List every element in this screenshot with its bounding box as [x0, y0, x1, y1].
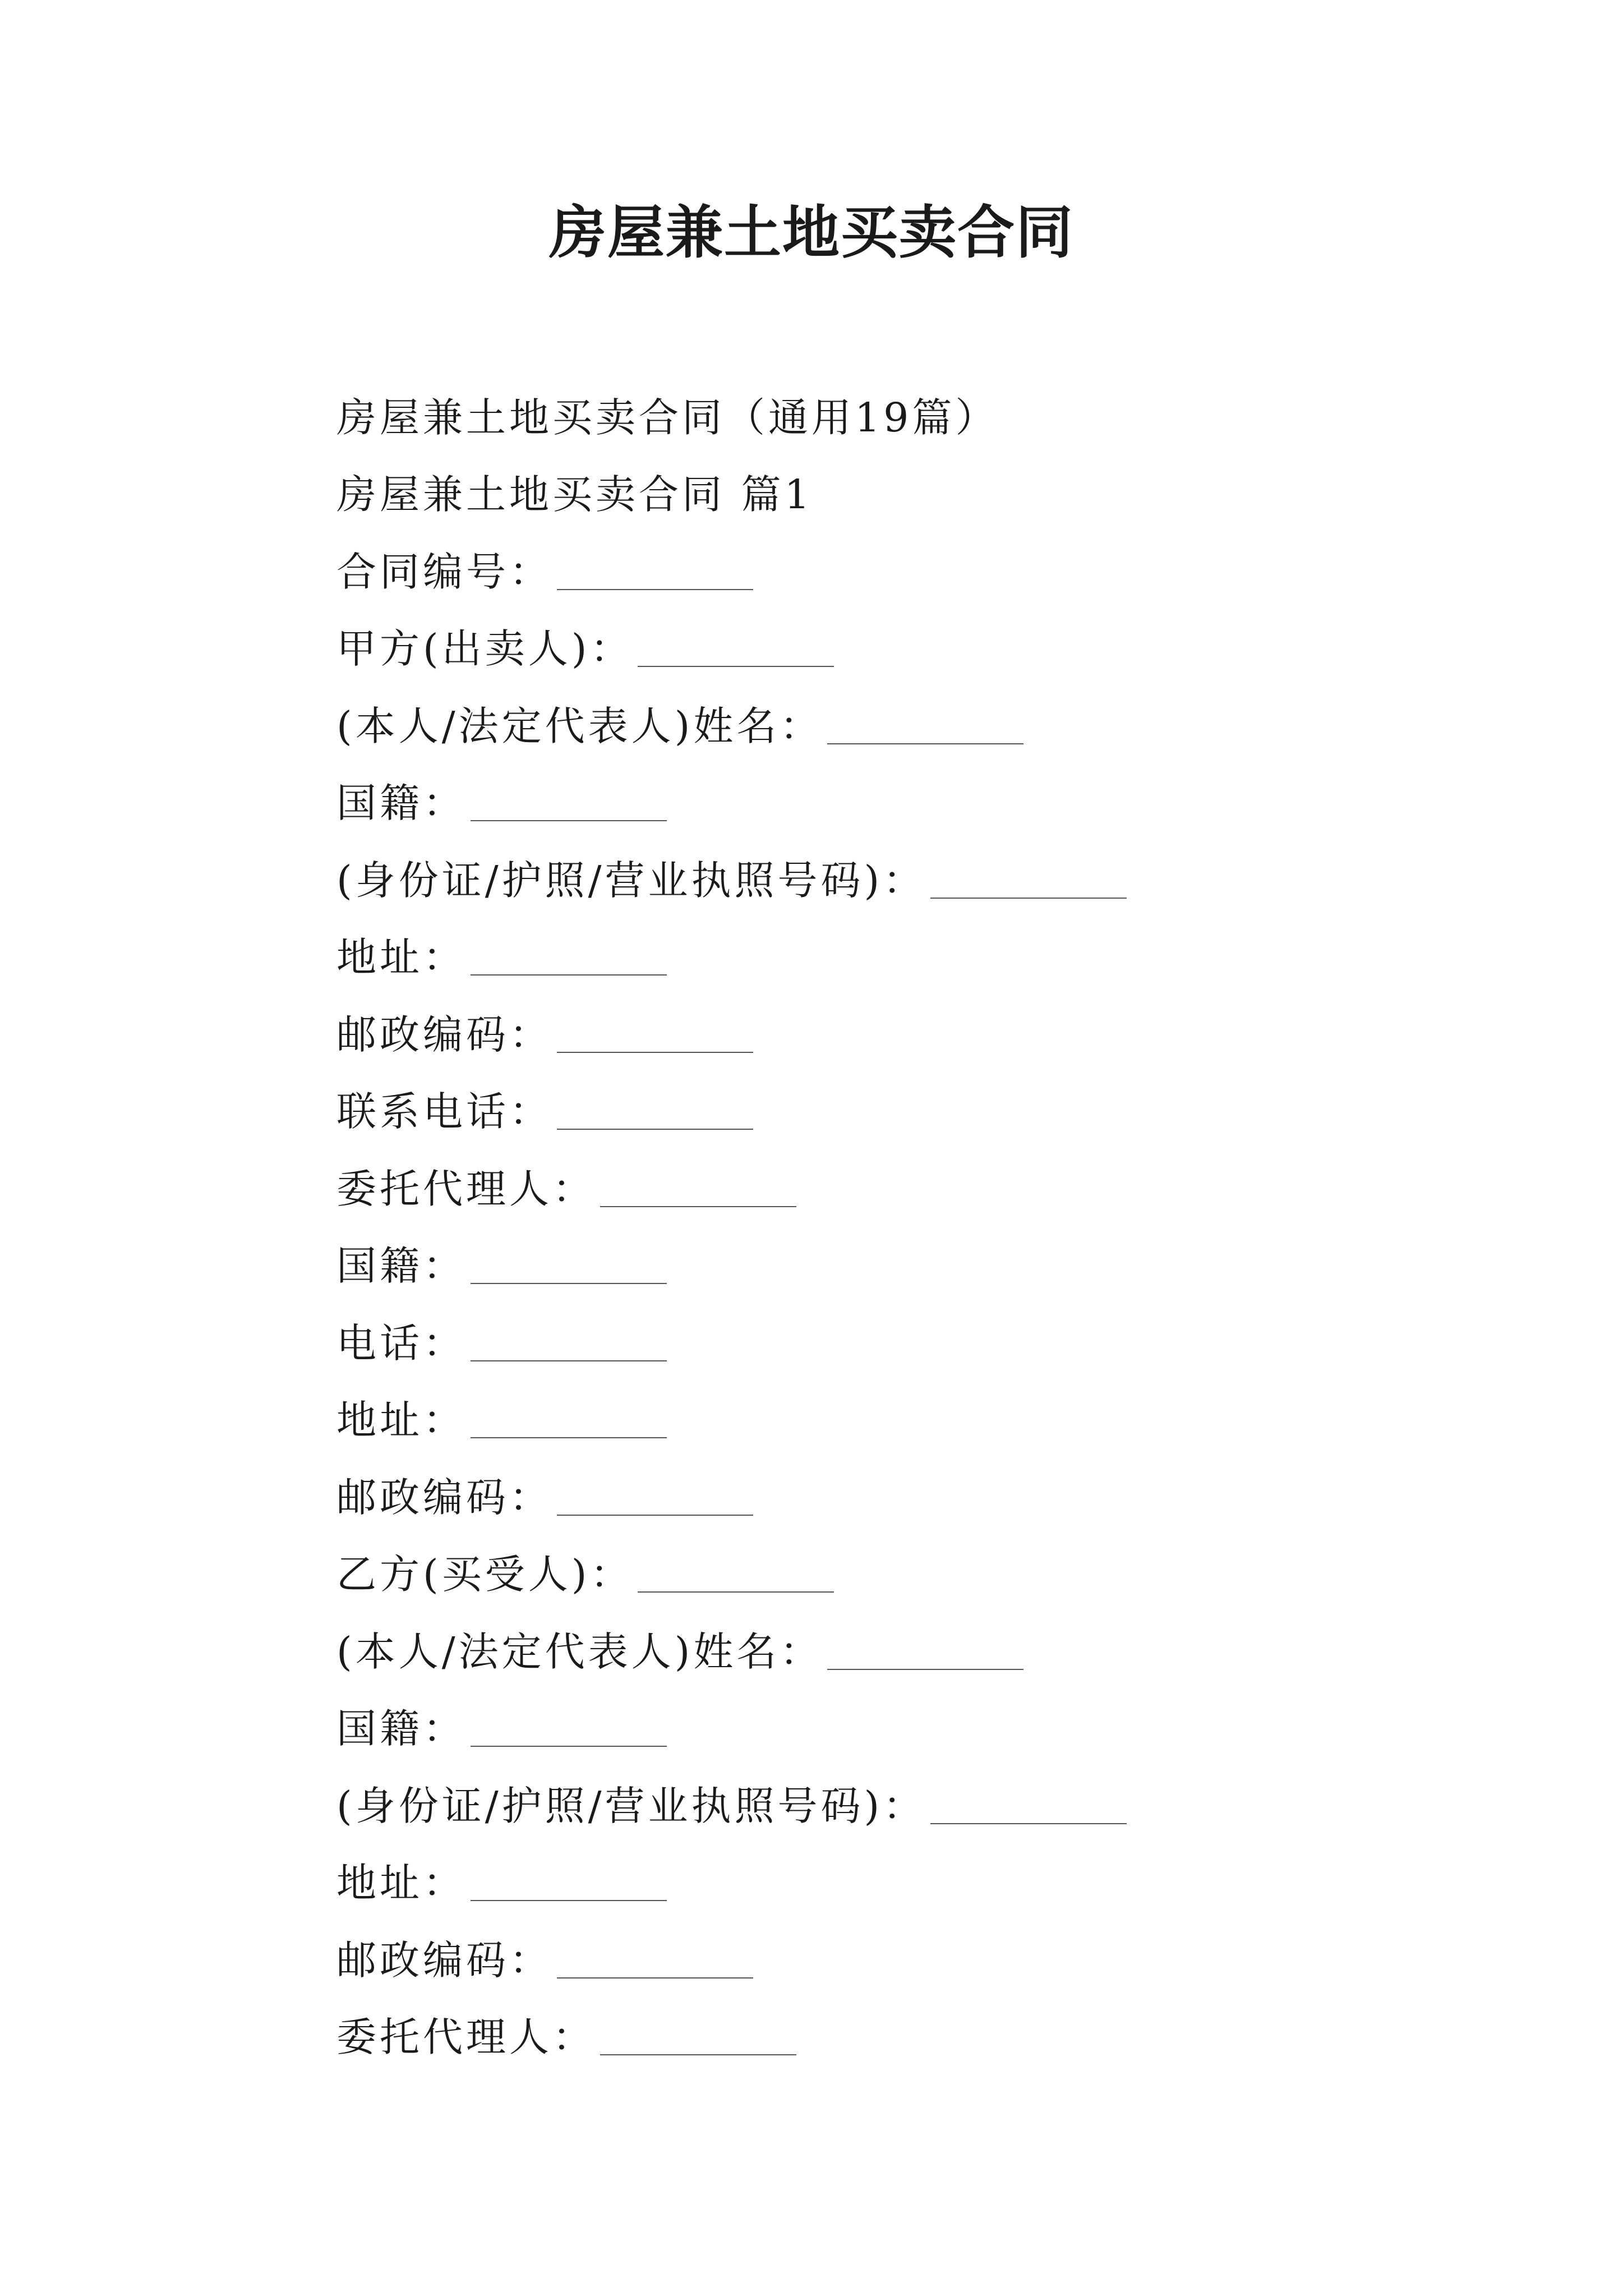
field-label: 邮政编码： — [336, 1474, 553, 1521]
form-field-line — [336, 762, 1458, 839]
fill-in-blank[interactable] — [827, 1639, 1023, 1670]
field-label: 邮政编码： — [336, 1936, 553, 1984]
fill-in-blank[interactable] — [471, 1253, 667, 1284]
fill-in-blank[interactable] — [471, 944, 667, 976]
form-field-line — [336, 530, 1458, 608]
field-label: 房屋兼土地买卖合同 篇1 — [336, 471, 813, 518]
fill-in-blank[interactable] — [557, 559, 753, 590]
field-label: 国籍： — [336, 780, 467, 827]
field-label: 国籍： — [336, 1705, 467, 1752]
form-field-line — [336, 608, 1458, 685]
document-title: 房屋兼土地买卖合同 — [549, 199, 1074, 266]
form-field-line — [336, 1996, 1458, 2073]
form-field-line — [336, 1147, 1458, 1225]
fill-in-blank[interactable] — [638, 636, 834, 667]
form-field-line — [336, 993, 1458, 1070]
field-label: 委托代理人： — [336, 2014, 596, 2061]
form-field-line — [336, 1225, 1458, 1302]
fill-in-blank[interactable] — [930, 867, 1127, 899]
form-field-line — [336, 839, 1458, 916]
form-field-line — [336, 1918, 1458, 1996]
form-field-line — [336, 1301, 1458, 1379]
heading-line — [336, 453, 1458, 531]
form-field-line — [336, 1764, 1458, 1842]
fill-in-blank[interactable] — [471, 790, 667, 821]
form-field-line — [336, 916, 1458, 993]
fill-in-blank[interactable] — [827, 713, 1023, 744]
form-field-line — [336, 1610, 1458, 1687]
fill-in-blank[interactable] — [638, 1561, 834, 1593]
fill-in-blank[interactable] — [471, 1715, 667, 1747]
form-field-line — [336, 1533, 1458, 1611]
contract-field-list — [336, 376, 1458, 2073]
field-label: (本人/法定代表人)姓名： — [336, 1628, 823, 1675]
field-label: 地址： — [336, 1397, 467, 1444]
heading-line — [336, 376, 1458, 453]
fill-in-blank[interactable] — [930, 1793, 1127, 1824]
field-label: 甲方(出卖人)： — [336, 625, 634, 673]
fill-in-blank[interactable] — [557, 1484, 753, 1516]
fill-in-blank[interactable] — [557, 1022, 753, 1053]
fill-in-blank[interactable] — [557, 1947, 753, 1978]
field-label: 房屋兼土地买卖合同（通用19篇） — [336, 394, 999, 441]
field-label: 地址： — [336, 934, 467, 981]
fill-in-blank[interactable] — [557, 1098, 753, 1130]
field-label: 邮政编码： — [336, 1011, 553, 1058]
fill-in-blank[interactable] — [471, 1407, 667, 1438]
field-label: (身份证/护照/营业执照号码)： — [336, 857, 926, 904]
field-label: 委托代理人： — [336, 1165, 596, 1212]
field-label: 国籍： — [336, 1243, 467, 1290]
field-label: 联系电话： — [336, 1088, 553, 1135]
field-label: (本人/法定代表人)姓名： — [336, 702, 823, 749]
form-field-line — [336, 1070, 1458, 1148]
field-label: (身份证/护照/营业执照号码)： — [336, 1782, 926, 1829]
field-label: 合同编号： — [336, 548, 553, 595]
form-field-line — [336, 1456, 1458, 1533]
fill-in-blank[interactable] — [471, 1870, 667, 1901]
field-label: 乙方(买受人)： — [336, 1551, 634, 1598]
fill-in-blank[interactable] — [600, 2024, 796, 2055]
field-label: 电话： — [336, 1319, 467, 1366]
form-field-line — [336, 1842, 1458, 1919]
fill-in-blank[interactable] — [471, 1330, 667, 1361]
form-field-line — [336, 1379, 1458, 1456]
form-field-line — [336, 1687, 1458, 1765]
field-label: 地址： — [336, 1860, 467, 1907]
form-field-line — [336, 684, 1458, 762]
fill-in-blank[interactable] — [600, 1176, 796, 1207]
